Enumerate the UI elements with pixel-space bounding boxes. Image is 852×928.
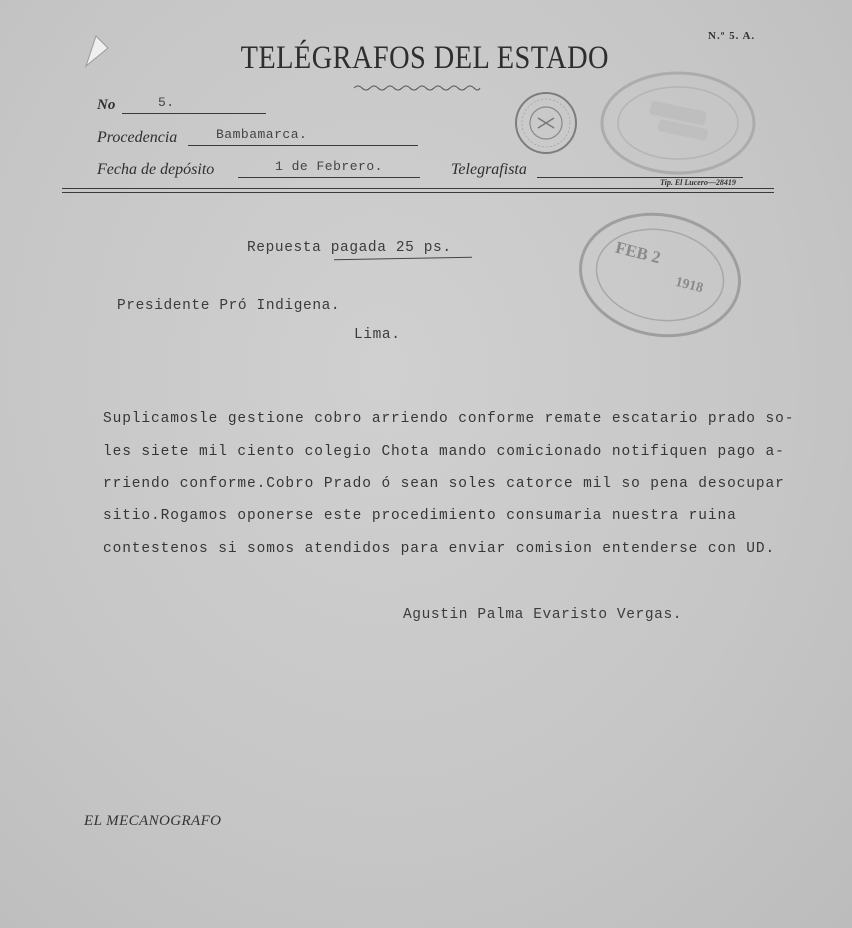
stamp-year: 1918: [673, 274, 705, 297]
number-value: 5.: [158, 95, 175, 110]
recipient: Presidente Pró Indigena.: [117, 298, 341, 314]
operator-label: Telegrafista: [451, 161, 527, 178]
origin-value: Bambamarca.: [216, 127, 308, 142]
title-ornament: [352, 84, 482, 92]
printer-mark: Tip. El Lucero—28419: [660, 178, 736, 187]
recipient-city: Lima.: [354, 327, 401, 343]
message-line: sitio.Rogamos oponerse este procedimiento consumaria nuestra ruina: [103, 508, 737, 524]
number-underline: [122, 113, 266, 114]
library-seal-stamp: [511, 88, 581, 158]
number-label: No: [97, 97, 116, 113]
header-divider: [62, 188, 774, 193]
signature: Agustin Palma Evaristo Vergas.: [403, 607, 683, 623]
message-line: contestenos si somos atendidos para enviar comision entenderse con UD.: [103, 541, 776, 557]
message-line: rriendo conforme.Cobro Prado ó sean soles catorce mil so pena desocupar: [103, 476, 785, 492]
date-value: 1 de Febrero.: [275, 159, 383, 174]
form-number: N.º 5. A.: [708, 30, 756, 42]
document-title: TELÉGRAFOS DEL ESTADO: [240, 40, 609, 76]
date-underline: [238, 177, 420, 178]
message-line: les siete mil ciento colegio Chota mando comicionado notifiquen pago a-: [103, 444, 785, 460]
typist-label: EL MECANOGRAFO: [84, 813, 222, 829]
reply-paid-note: Repuesta pagada 25 ps.: [247, 240, 452, 256]
date-label: Fecha de depósito: [97, 161, 215, 178]
received-stamp-faint: [598, 68, 758, 178]
reply-note-underline: [334, 257, 472, 260]
message-line: Suplicamosle gestione cobro arriendo conforme remate escatario prado so-: [103, 411, 795, 427]
stamp-date: FEB 2: [613, 237, 663, 268]
origin-underline: [188, 145, 418, 146]
origin-label: Procedencia: [97, 129, 178, 146]
dated-received-stamp: [576, 208, 744, 342]
